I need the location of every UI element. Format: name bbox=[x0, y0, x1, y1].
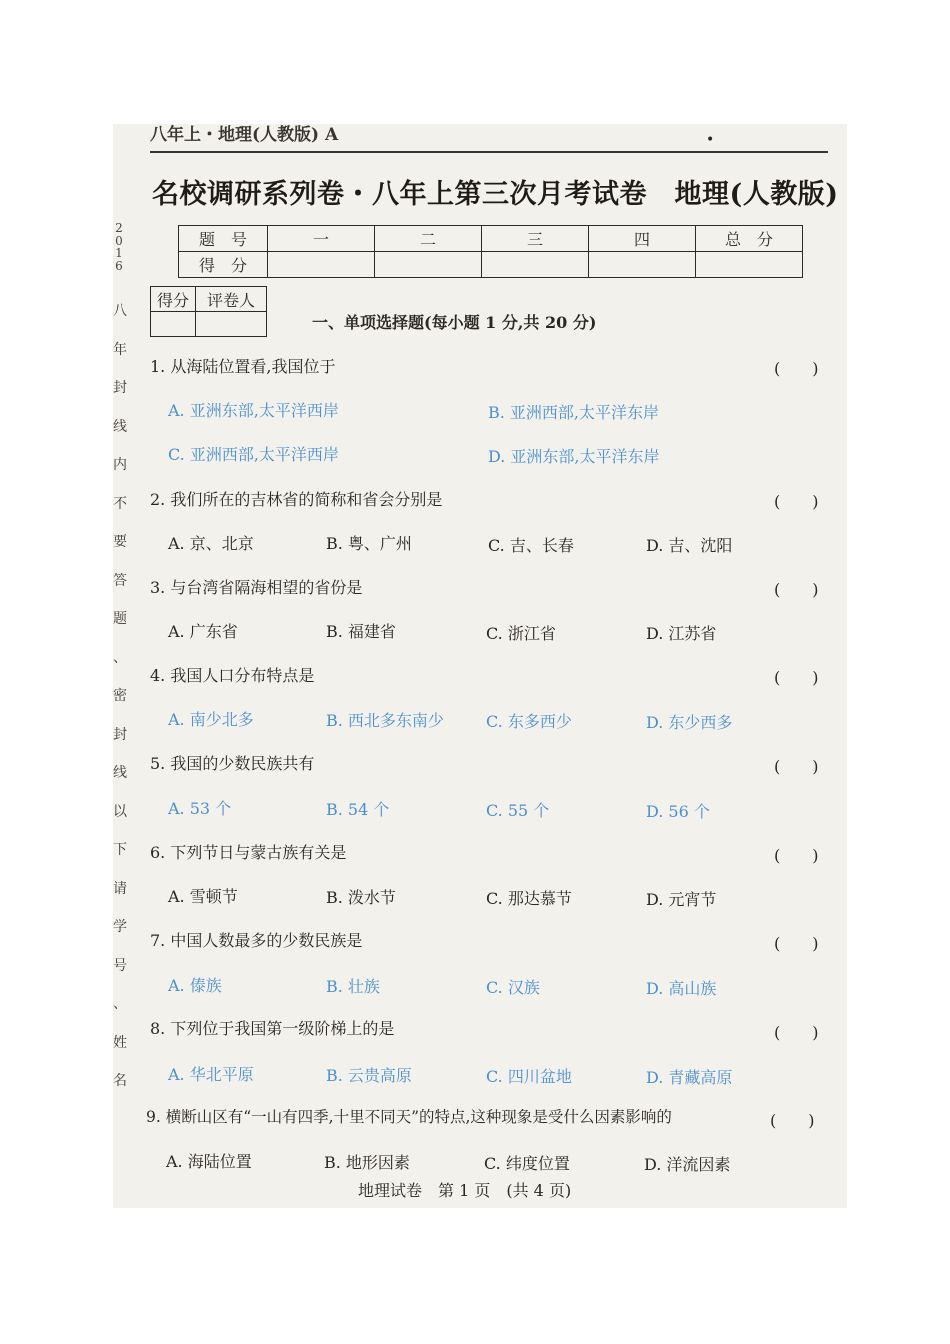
score-table-header-row bbox=[179, 226, 803, 252]
grader-name-label: 评卷人 bbox=[196, 287, 267, 312]
option[interactable]: C. 那达慕节 bbox=[486, 889, 572, 908]
question-stem: 9. 横断山区有“一山有四季,十里不同天”的特点,这种现象是受什么因素影响的 bbox=[146, 1108, 672, 1126]
running-head: 八年上・地理(人教版) A bbox=[150, 125, 339, 145]
answer-paren[interactable]: ( ) bbox=[774, 668, 819, 687]
question-stem: 3. 与台湾省隔海相望的省份是 bbox=[150, 578, 363, 597]
header-rule bbox=[150, 151, 828, 153]
option[interactable]: B. 泼水节 bbox=[326, 888, 396, 907]
side-notice-char: 内 bbox=[113, 457, 127, 473]
option[interactable]: A. 亚洲东部,太平洋西岸 bbox=[168, 401, 339, 420]
answer-paren[interactable]: ( ) bbox=[774, 580, 819, 599]
option[interactable]: B. 西北多东南少 bbox=[326, 711, 444, 730]
side-notice-char: 、 bbox=[113, 649, 127, 666]
option[interactable]: A. 53 个 bbox=[168, 799, 232, 818]
option[interactable]: B. 壮族 bbox=[326, 977, 380, 996]
score-cell[interactable] bbox=[696, 252, 803, 278]
question-stem: 8. 下列位于我国第一级阶梯上的是 bbox=[150, 1019, 395, 1038]
score-cell[interactable] bbox=[482, 252, 589, 278]
option[interactable]: B. 亚洲西部,太平洋东岸 bbox=[488, 403, 660, 422]
option[interactable]: B. 地形因素 bbox=[324, 1153, 410, 1172]
score-header-cell: 总 分 bbox=[696, 226, 803, 252]
score-header-cell: 三 bbox=[482, 226, 589, 252]
option[interactable]: B. 54 个 bbox=[326, 800, 390, 819]
exam-title: 名校调研系列卷・八年上第三次月考试卷 地理(人教版) bbox=[152, 179, 839, 210]
option[interactable]: A. 海陆位置 bbox=[166, 1152, 252, 1171]
side-notice-char: 姓 bbox=[113, 1034, 127, 1051]
score-cell[interactable] bbox=[589, 252, 696, 278]
side-notice-char: 学 bbox=[113, 919, 127, 935]
option[interactable]: A. 傣族 bbox=[168, 976, 222, 995]
option[interactable]: C. 纬度位置 bbox=[484, 1154, 570, 1173]
scan-speck: • bbox=[706, 132, 715, 148]
side-year-text: 2016 bbox=[115, 221, 123, 273]
question-stem: 7. 中国人数最多的少数民族是 bbox=[150, 931, 363, 950]
side-notice-char: 封 bbox=[113, 726, 127, 743]
question-stem: 6. 下列节日与蒙古族有关是 bbox=[150, 843, 347, 862]
score-table-score-row bbox=[179, 252, 803, 278]
score-header-cell: 二 bbox=[375, 226, 482, 252]
option[interactable]: B. 云贵高原 bbox=[326, 1066, 412, 1085]
side-notice-char: 请 bbox=[113, 880, 127, 897]
score-header-cell: 题 号 bbox=[179, 226, 268, 252]
option[interactable]: D. 青藏高原 bbox=[646, 1068, 733, 1087]
question-stem: 4. 我国人口分布特点是 bbox=[150, 666, 315, 685]
side-notice-char: 要 bbox=[113, 534, 127, 550]
grader-score-cell[interactable] bbox=[151, 312, 196, 337]
option[interactable]: D. 亚洲东部,太平洋东岸 bbox=[488, 447, 660, 466]
option[interactable]: C. 四川盆地 bbox=[486, 1067, 572, 1086]
side-notice-char: 线 bbox=[113, 418, 127, 435]
answer-paren[interactable]: ( ) bbox=[774, 757, 819, 776]
option[interactable]: A. 南少北多 bbox=[168, 710, 254, 729]
option[interactable]: D. 吉、沈阳 bbox=[646, 536, 733, 555]
side-notice-char: 答 bbox=[113, 572, 127, 589]
option[interactable]: D. 洋流因素 bbox=[644, 1155, 731, 1174]
side-notice-char: 线 bbox=[113, 765, 127, 781]
question-stem: 1. 从海陆位置看,我国位于 bbox=[150, 357, 336, 376]
option[interactable]: D. 56 个 bbox=[646, 802, 710, 821]
section-title: 一、单项选择题(每小题 1 分,共 20 分) bbox=[312, 313, 597, 332]
score-row-label: 得 分 bbox=[179, 252, 268, 278]
score-header-cell: 一 bbox=[268, 226, 375, 252]
option[interactable]: C. 汉族 bbox=[486, 978, 540, 997]
answer-paren[interactable]: ( ) bbox=[774, 934, 819, 953]
option[interactable]: B. 粤、广州 bbox=[326, 534, 412, 553]
option[interactable]: A. 雪顿节 bbox=[168, 887, 238, 906]
score-table bbox=[178, 225, 803, 278]
option[interactable]: C. 55 个 bbox=[486, 801, 550, 820]
answer-paren[interactable]: ( ) bbox=[774, 1023, 819, 1042]
side-notice-char: 、 bbox=[113, 996, 127, 1012]
side-notice-char: 以 bbox=[113, 803, 127, 820]
score-cell[interactable] bbox=[268, 252, 375, 278]
option[interactable]: C. 浙江省 bbox=[486, 624, 556, 643]
answer-paren[interactable]: ( ) bbox=[774, 846, 819, 865]
side-year bbox=[114, 222, 126, 272]
option[interactable]: D. 江苏省 bbox=[646, 624, 717, 643]
option[interactable]: D. 高山族 bbox=[646, 979, 717, 998]
option[interactable]: A. 华北平原 bbox=[168, 1065, 254, 1084]
page-footer: 地理试卷 第 1 页 (共 4 页) bbox=[358, 1181, 572, 1200]
side-notice-char: 封 bbox=[113, 380, 127, 396]
option[interactable]: C. 东多西少 bbox=[486, 712, 572, 731]
option[interactable]: C. 吉、长春 bbox=[488, 536, 574, 555]
side-notice-char: 题 bbox=[113, 611, 127, 627]
side-notice-char: 号 bbox=[113, 957, 127, 974]
side-notice-char: 不 bbox=[113, 495, 127, 512]
side-notice-char: 名 bbox=[113, 1073, 127, 1089]
option[interactable]: C. 亚洲西部,太平洋西岸 bbox=[168, 445, 339, 464]
option[interactable]: B. 福建省 bbox=[326, 622, 396, 641]
grader-name-cell[interactable] bbox=[196, 312, 267, 337]
score-cell[interactable] bbox=[375, 252, 482, 278]
side-notice-char: 年 bbox=[113, 341, 127, 358]
option[interactable]: A. 京、北京 bbox=[168, 534, 254, 553]
answer-paren[interactable]: ( ) bbox=[770, 1111, 815, 1130]
answer-paren[interactable]: ( ) bbox=[774, 359, 819, 378]
option[interactable]: D. 元宵节 bbox=[646, 890, 717, 909]
side-notice-char: 下 bbox=[113, 842, 127, 858]
answer-paren[interactable]: ( ) bbox=[774, 492, 819, 511]
score-header-cell: 四 bbox=[589, 226, 696, 252]
side-notice-char: 密 bbox=[113, 688, 127, 704]
question-stem: 2. 我们所在的吉林省的简称和省会分别是 bbox=[150, 490, 443, 509]
option[interactable]: A. 广东省 bbox=[168, 622, 238, 641]
side-notice-char: 八 bbox=[113, 303, 127, 319]
grader-score-label: 得分 bbox=[151, 287, 196, 312]
grader-box bbox=[150, 286, 267, 337]
question-stem: 5. 我国的少数民族共有 bbox=[150, 754, 315, 773]
option[interactable]: D. 东少西多 bbox=[646, 713, 733, 732]
